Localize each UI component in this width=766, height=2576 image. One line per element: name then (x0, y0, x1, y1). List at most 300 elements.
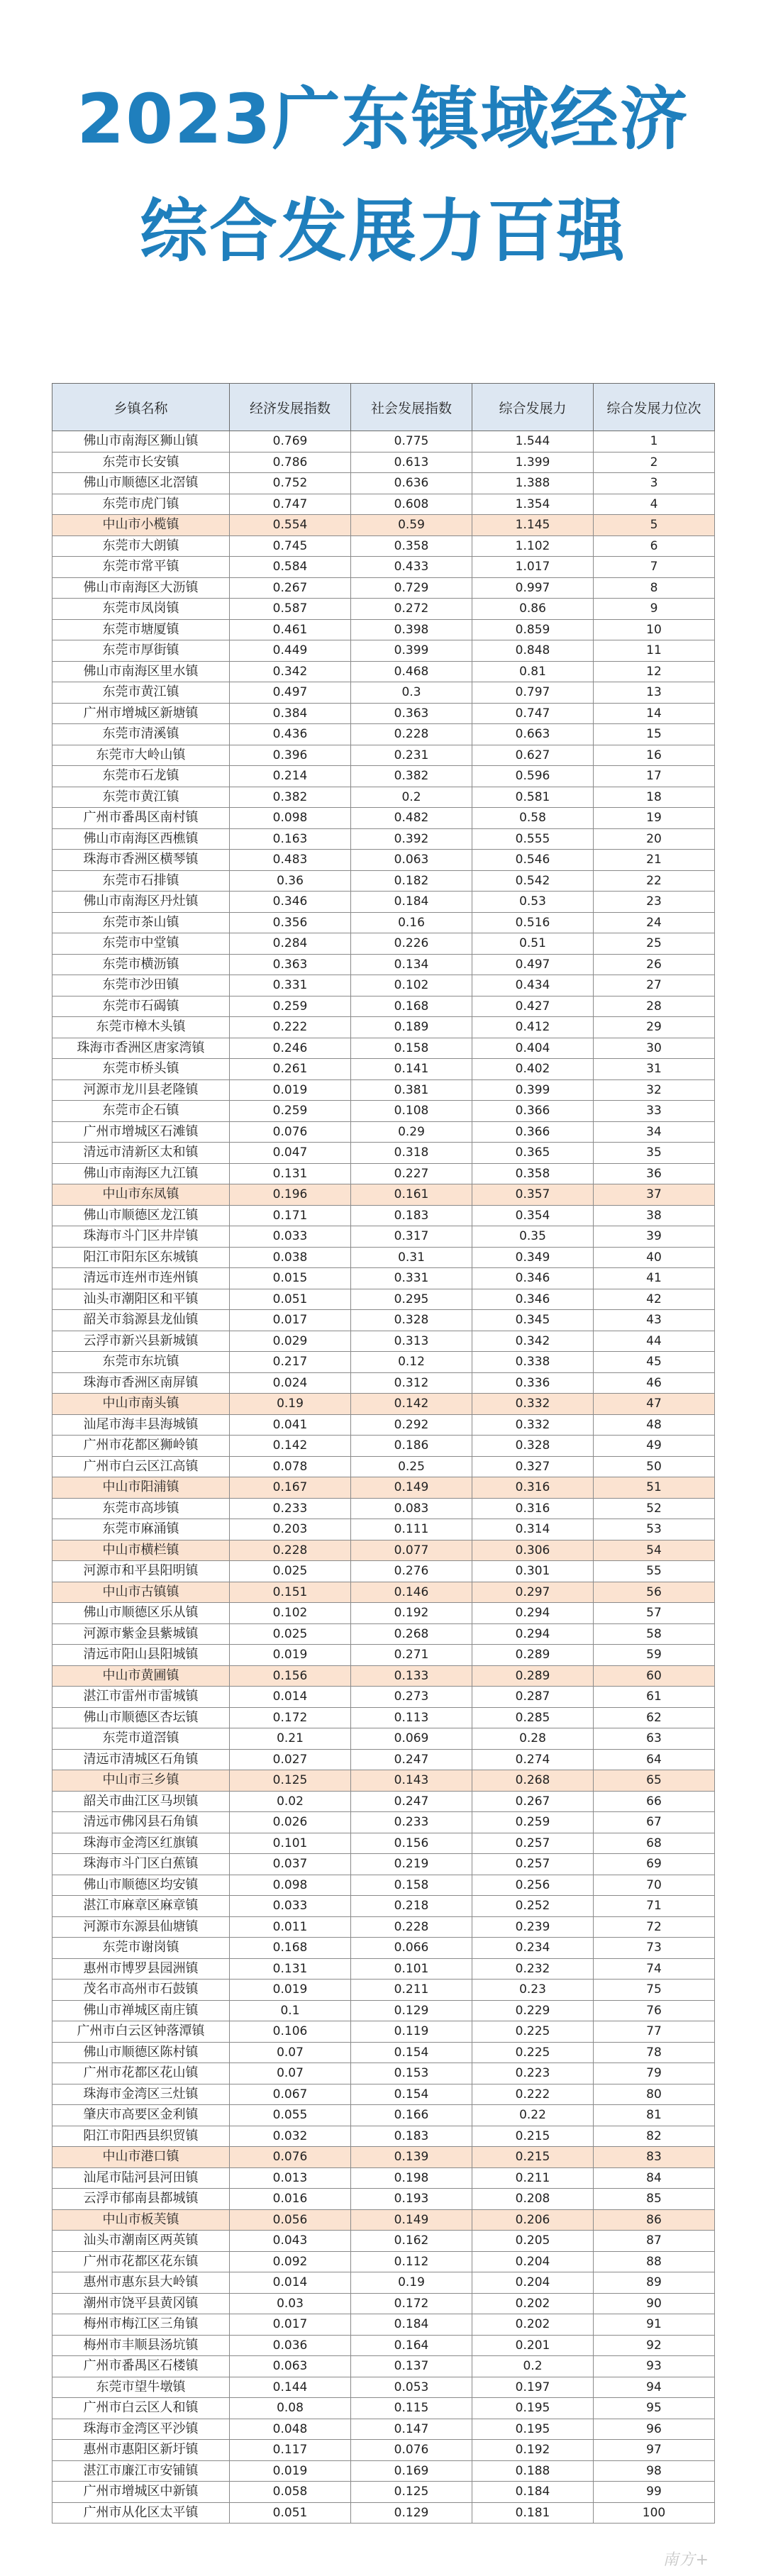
cell-social-index: 0.398 (351, 619, 472, 640)
cell-composite-score: 0.546 (472, 850, 594, 871)
table-row (52, 1184, 715, 1206)
cell-social-index: 0.313 (351, 1331, 472, 1352)
cell-composite-score: 0.542 (472, 870, 594, 892)
cell-economic-index: 0.497 (230, 682, 351, 704)
cell-economic-index: 0.047 (230, 1143, 351, 1164)
cell-social-index: 0.166 (351, 2105, 472, 2126)
cell-town-name: 佛山市南海区大沥镇 (52, 577, 230, 599)
cell-composite-score: 0.859 (472, 619, 594, 640)
cell-composite-score: 0.195 (472, 2419, 594, 2440)
cell-composite-rank: 35 (594, 1143, 715, 1164)
table-row (52, 515, 715, 536)
cell-social-index: 0.482 (351, 808, 472, 829)
cell-economic-index: 0.019 (230, 2460, 351, 2482)
cell-economic-index: 0.117 (230, 2440, 351, 2461)
cell-composite-rank: 32 (594, 1079, 715, 1101)
cell-town-name: 阳江市阳东区东城镇 (52, 1247, 230, 1268)
cell-composite-rank: 53 (594, 1519, 715, 1540)
cell-composite-score: 0.338 (472, 1352, 594, 1373)
cell-composite-rank: 74 (594, 1958, 715, 1980)
table-row (52, 1665, 715, 1687)
cell-composite-rank: 3 (594, 473, 715, 494)
cell-social-index: 0.218 (351, 1896, 472, 1917)
cell-composite-rank: 51 (594, 1477, 715, 1499)
cell-economic-index: 0.125 (230, 1770, 351, 1792)
cell-economic-index: 0.233 (230, 1498, 351, 1519)
cell-composite-rank: 28 (594, 996, 715, 1017)
table-row (52, 975, 715, 996)
cell-economic-index: 0.051 (230, 1289, 351, 1310)
table-row (52, 2377, 715, 2398)
table-row (52, 954, 715, 975)
table-row (52, 2084, 715, 2105)
cell-social-index: 0.613 (351, 452, 472, 473)
cell-economic-index: 0.284 (230, 933, 351, 955)
cell-town-name: 广州市花都区狮岭镇 (52, 1436, 230, 1457)
cell-town-name: 东莞市大朗镇 (52, 535, 230, 557)
cell-economic-index: 0.07 (230, 2063, 351, 2084)
cell-composite-score: 0.259 (472, 1812, 594, 1833)
cell-town-name: 中山市小榄镇 (52, 515, 230, 536)
table-row (52, 1728, 715, 1750)
cell-composite-rank: 37 (594, 1184, 715, 1206)
cell-economic-index: 0.769 (230, 431, 351, 453)
cell-composite-score: 0.232 (472, 1958, 594, 1980)
cell-composite-rank: 12 (594, 661, 715, 682)
cell-town-name: 清远市清新区太和镇 (52, 1143, 230, 1164)
cell-composite-rank: 85 (594, 2189, 715, 2210)
cell-composite-rank: 45 (594, 1352, 715, 1373)
cell-composite-score: 0.358 (472, 1163, 594, 1184)
cell-town-name: 佛山市顺德区龙江镇 (52, 1205, 230, 1226)
cell-town-name: 广州市花都区花山镇 (52, 2063, 230, 2084)
cell-economic-index: 0.346 (230, 892, 351, 913)
cell-composite-score: 0.208 (472, 2189, 594, 2210)
cell-social-index: 0.433 (351, 557, 472, 578)
table-row (52, 1352, 715, 1373)
cell-town-name: 东莞市茶山镇 (52, 912, 230, 933)
cell-economic-index: 0.078 (230, 1456, 351, 1477)
cell-town-name: 中山市板芙镇 (52, 2209, 230, 2231)
cell-social-index: 0.273 (351, 1687, 472, 1708)
cell-economic-index: 0.259 (230, 1101, 351, 1122)
cell-composite-score: 0.357 (472, 1184, 594, 1206)
cell-social-index: 0.158 (351, 1038, 472, 1059)
title-block (0, 0, 766, 383)
cell-composite-rank: 8 (594, 577, 715, 599)
cell-town-name: 中山市古镇镇 (52, 1582, 230, 1603)
cell-composite-score: 0.51 (472, 933, 594, 955)
table-body (52, 431, 715, 2524)
cell-composite-rank: 47 (594, 1394, 715, 1415)
cell-town-name: 河源市紫金县紫城镇 (52, 1623, 230, 1645)
cell-economic-index: 0.08 (230, 2398, 351, 2419)
cell-economic-index: 0.384 (230, 703, 351, 724)
cell-composite-rank: 83 (594, 2147, 715, 2168)
cell-town-name: 清远市阳山县阳城镇 (52, 1645, 230, 1666)
table-row (52, 850, 715, 871)
cell-composite-rank: 40 (594, 1247, 715, 1268)
cell-town-name: 汕头市潮阳区和平镇 (52, 1289, 230, 1310)
cell-composite-rank: 42 (594, 1289, 715, 1310)
cell-economic-index: 0.011 (230, 1916, 351, 1938)
cell-composite-rank: 19 (594, 808, 715, 829)
cell-composite-score: 0.349 (472, 1247, 594, 1268)
cell-composite-rank: 95 (594, 2398, 715, 2419)
cell-town-name: 东莞市黄江镇 (52, 682, 230, 704)
cell-composite-rank: 43 (594, 1310, 715, 1331)
cell-composite-score: 1.017 (472, 557, 594, 578)
cell-composite-score: 0.215 (472, 2126, 594, 2147)
cell-social-index: 0.183 (351, 2126, 472, 2147)
cell-composite-score: 0.294 (472, 1623, 594, 1645)
table-row (52, 2042, 715, 2063)
cell-economic-index: 0.745 (230, 535, 351, 557)
cell-social-index: 0.129 (351, 2000, 472, 2021)
table-row (52, 619, 715, 640)
cell-social-index: 0.12 (351, 1352, 472, 1373)
cell-composite-score: 0.797 (472, 682, 594, 704)
cell-town-name: 东莞市大岭山镇 (52, 745, 230, 766)
cell-economic-index: 0.214 (230, 766, 351, 787)
cell-social-index: 0.112 (351, 2251, 472, 2272)
cell-town-name: 清远市连州市连州镇 (52, 1268, 230, 1289)
cell-composite-rank: 90 (594, 2293, 715, 2314)
cell-economic-index: 0.382 (230, 787, 351, 808)
cell-composite-rank: 87 (594, 2231, 715, 2252)
cell-town-name: 东莞市虎门镇 (52, 494, 230, 515)
cell-composite-rank: 65 (594, 1770, 715, 1792)
cell-social-index: 0.133 (351, 1665, 472, 1687)
cell-composite-rank: 33 (594, 1101, 715, 1122)
table-row (52, 2189, 715, 2210)
table-row (52, 766, 715, 787)
cell-economic-index: 0.36 (230, 870, 351, 892)
cell-economic-index: 0.587 (230, 599, 351, 620)
table-row (52, 1958, 715, 1980)
cell-social-index: 0.154 (351, 2042, 472, 2063)
cell-economic-index: 0.396 (230, 745, 351, 766)
cell-town-name: 湛江市廉江市安铺镇 (52, 2460, 230, 2482)
cell-social-index: 0.186 (351, 1436, 472, 1457)
table-row (52, 1226, 715, 1248)
cell-composite-score: 0.289 (472, 1645, 594, 1666)
table-row (52, 1603, 715, 1624)
cell-town-name: 东莞市常平镇 (52, 557, 230, 578)
cell-social-index: 0.184 (351, 2314, 472, 2336)
cell-economic-index: 0.051 (230, 2502, 351, 2524)
cell-composite-score: 0.285 (472, 1707, 594, 1728)
cell-town-name: 珠海市金湾区平沙镇 (52, 2419, 230, 2440)
cell-economic-index: 0.106 (230, 2021, 351, 2043)
cell-composite-score: 0.53 (472, 892, 594, 913)
cell-social-index: 0.108 (351, 1101, 472, 1122)
table-row (52, 1582, 715, 1603)
cell-economic-index: 0.163 (230, 828, 351, 850)
cell-economic-index: 0.144 (230, 2377, 351, 2398)
cell-social-index: 0.268 (351, 1623, 472, 1645)
cell-composite-score: 0.345 (472, 1310, 594, 1331)
cell-composite-rank: 50 (594, 1456, 715, 1477)
cell-social-index: 0.111 (351, 1519, 472, 1540)
cell-composite-rank: 89 (594, 2272, 715, 2294)
cell-town-name: 中山市港口镇 (52, 2147, 230, 2168)
cell-town-name: 汕头市潮南区两英镇 (52, 2231, 230, 2252)
cell-social-index: 0.083 (351, 1498, 472, 1519)
cell-composite-score: 0.399 (472, 1079, 594, 1101)
cell-town-name: 汕尾市海丰县海城镇 (52, 1414, 230, 1436)
cell-composite-score: 0.497 (472, 954, 594, 975)
cell-social-index: 0.193 (351, 2189, 472, 2210)
cell-town-name: 东莞市樟木头镇 (52, 1017, 230, 1038)
cell-social-index: 0.317 (351, 1226, 472, 1248)
cell-composite-score: 0.28 (472, 1728, 594, 1750)
cell-town-name: 东莞市清溪镇 (52, 724, 230, 745)
cell-town-name: 清远市清城区石角镇 (52, 1749, 230, 1770)
cell-social-index: 0.182 (351, 870, 472, 892)
table-row (52, 1980, 715, 2001)
cell-composite-rank: 88 (594, 2251, 715, 2272)
cell-social-index: 0.363 (351, 703, 472, 724)
cell-composite-rank: 91 (594, 2314, 715, 2336)
table-row (52, 2000, 715, 2021)
cell-social-index: 0.143 (351, 1770, 472, 1792)
cell-social-index: 0.211 (351, 1980, 472, 2001)
cell-composite-score: 0.225 (472, 2021, 594, 2043)
cell-social-index: 0.102 (351, 975, 472, 996)
cell-town-name: 佛山市顺德区均安镇 (52, 1875, 230, 1896)
cell-composite-rank: 66 (594, 1791, 715, 1812)
cell-composite-rank: 99 (594, 2482, 715, 2503)
cell-economic-index: 0.098 (230, 1875, 351, 1896)
cell-composite-score: 0.252 (472, 1896, 594, 1917)
cell-economic-index: 0.168 (230, 1938, 351, 1959)
cell-economic-index: 0.055 (230, 2105, 351, 2126)
cell-town-name: 东莞市中堂镇 (52, 933, 230, 955)
cell-social-index: 0.25 (351, 1456, 472, 1477)
cell-composite-rank: 70 (594, 1875, 715, 1896)
cell-composite-rank: 82 (594, 2126, 715, 2147)
cell-composite-rank: 55 (594, 1561, 715, 1582)
table-row (52, 933, 715, 955)
cell-economic-index: 0.1 (230, 2000, 351, 2021)
cell-town-name: 广州市增城区中新镇 (52, 2482, 230, 2503)
cell-economic-index: 0.026 (230, 1812, 351, 1833)
cell-town-name: 河源市龙川县老隆镇 (52, 1079, 230, 1101)
table-row (52, 599, 715, 620)
cell-economic-index: 0.019 (230, 1079, 351, 1101)
table-row (52, 1059, 715, 1080)
cell-economic-index: 0.752 (230, 473, 351, 494)
table-row (52, 2482, 715, 2503)
cell-town-name: 东莞市麻涌镇 (52, 1519, 230, 1540)
table-row (52, 1498, 715, 1519)
table-row (52, 2335, 715, 2356)
cell-social-index: 0.149 (351, 1477, 472, 1499)
cell-composite-score: 0.289 (472, 1665, 594, 1687)
table-row (52, 2251, 715, 2272)
cell-economic-index: 0.025 (230, 1561, 351, 1582)
cell-composite-rank: 11 (594, 640, 715, 662)
table-row (52, 1687, 715, 1708)
table-row (52, 2231, 715, 2252)
cell-social-index: 0.231 (351, 745, 472, 766)
cell-composite-score: 0.211 (472, 2167, 594, 2189)
cell-composite-score: 0.346 (472, 1268, 594, 1289)
cell-composite-score: 0.287 (472, 1687, 594, 1708)
cell-economic-index: 0.131 (230, 1163, 351, 1184)
cell-social-index: 0.271 (351, 1645, 472, 1666)
cell-social-index: 0.31 (351, 1247, 472, 1268)
cell-social-index: 0.292 (351, 1414, 472, 1436)
cell-economic-index: 0.067 (230, 2084, 351, 2105)
cell-composite-rank: 56 (594, 1582, 715, 1603)
cell-town-name: 湛江市雷州市雷城镇 (52, 1687, 230, 1708)
cell-composite-rank: 86 (594, 2209, 715, 2231)
table-row (52, 2356, 715, 2377)
cell-composite-rank: 29 (594, 1017, 715, 1038)
cell-social-index: 0.076 (351, 2440, 472, 2461)
cell-economic-index: 0.554 (230, 515, 351, 536)
cell-composite-score: 0.81 (472, 661, 594, 682)
cell-social-index: 0.189 (351, 1017, 472, 1038)
cell-economic-index: 0.131 (230, 1958, 351, 1980)
table-row (52, 745, 715, 766)
cell-town-name: 东莞市石碣镇 (52, 996, 230, 1017)
table-row (52, 703, 715, 724)
cell-composite-score: 0.202 (472, 2293, 594, 2314)
cell-social-index: 0.399 (351, 640, 472, 662)
table-row (52, 452, 715, 473)
table-row (52, 1519, 715, 1540)
cell-social-index: 0.381 (351, 1079, 472, 1101)
cell-town-name: 东莞市东坑镇 (52, 1352, 230, 1373)
table-row (52, 2419, 715, 2440)
cell-town-name: 佛山市南海区丹灶镇 (52, 892, 230, 913)
cell-town-name: 东莞市道滘镇 (52, 1728, 230, 1750)
cell-economic-index: 0.261 (230, 1059, 351, 1080)
table-row (52, 2314, 715, 2336)
cell-composite-rank: 31 (594, 1059, 715, 1080)
cell-town-name: 韶关市曲江区马坝镇 (52, 1791, 230, 1812)
cell-composite-score: 0.516 (472, 912, 594, 933)
cell-composite-rank: 23 (594, 892, 715, 913)
cell-composite-rank: 76 (594, 2000, 715, 2021)
cell-social-index: 0.115 (351, 2398, 472, 2419)
cell-composite-rank: 92 (594, 2335, 715, 2356)
cell-composite-rank: 1 (594, 431, 715, 453)
cell-composite-score: 0.22 (472, 2105, 594, 2126)
cell-social-index: 0.066 (351, 1938, 472, 1959)
cell-social-index: 0.272 (351, 599, 472, 620)
cell-town-name: 东莞市石排镇 (52, 870, 230, 892)
cell-composite-rank: 73 (594, 1938, 715, 1959)
cell-composite-rank: 38 (594, 1205, 715, 1226)
cell-composite-rank: 58 (594, 1623, 715, 1645)
cell-composite-score: 0.366 (472, 1101, 594, 1122)
table-row (52, 1854, 715, 1875)
cell-town-name: 中山市黄圃镇 (52, 1665, 230, 1687)
cell-composite-rank: 100 (594, 2502, 715, 2524)
cell-town-name: 东莞市企石镇 (52, 1101, 230, 1122)
cell-composite-score: 0.332 (472, 1414, 594, 1436)
cell-social-index: 0.328 (351, 1310, 472, 1331)
cell-composite-score: 0.314 (472, 1519, 594, 1540)
cell-town-name: 阳江市阳西县织贸镇 (52, 2126, 230, 2147)
cell-composite-score: 0.206 (472, 2209, 594, 2231)
cell-composite-rank: 79 (594, 2063, 715, 2084)
cell-composite-score: 0.188 (472, 2460, 594, 2482)
table-row (52, 1770, 715, 1792)
cell-composite-rank: 16 (594, 745, 715, 766)
cell-social-index: 0.183 (351, 1205, 472, 1226)
cell-social-index: 0.053 (351, 2377, 472, 2398)
cell-town-name: 河源市和平县阳明镇 (52, 1561, 230, 1582)
cell-composite-rank: 98 (594, 2460, 715, 2482)
cell-economic-index: 0.196 (230, 1184, 351, 1206)
cell-composite-score: 0.267 (472, 1791, 594, 1812)
cell-social-index: 0.164 (351, 2335, 472, 2356)
cell-town-name: 东莞市塘厦镇 (52, 619, 230, 640)
table-row (52, 1247, 715, 1268)
cell-economic-index: 0.027 (230, 1749, 351, 1770)
cell-town-name: 广州市增城区新塘镇 (52, 703, 230, 724)
cell-economic-index: 0.342 (230, 661, 351, 682)
table-row (52, 1038, 715, 1059)
table-row (52, 1707, 715, 1728)
table-row (52, 473, 715, 494)
cell-economic-index: 0.142 (230, 1436, 351, 1457)
cell-composite-score: 0.316 (472, 1477, 594, 1499)
table-row (52, 1561, 715, 1582)
cell-social-index: 0.318 (351, 1143, 472, 1164)
cell-economic-index: 0.747 (230, 494, 351, 515)
table-row (52, 1310, 715, 1331)
table-row (52, 661, 715, 682)
cell-composite-score: 1.102 (472, 535, 594, 557)
cell-composite-rank: 10 (594, 619, 715, 640)
cell-composite-rank: 80 (594, 2084, 715, 2105)
cell-composite-rank: 60 (594, 1665, 715, 1687)
cell-composite-score: 0.332 (472, 1394, 594, 1415)
table-row (52, 2147, 715, 2168)
cell-social-index: 0.147 (351, 2419, 472, 2440)
cell-social-index: 0.247 (351, 1791, 472, 1812)
cell-town-name: 广州市白云区人和镇 (52, 2398, 230, 2419)
cell-economic-index: 0.461 (230, 619, 351, 640)
cell-composite-score: 0.257 (472, 1854, 594, 1875)
cell-economic-index: 0.21 (230, 1728, 351, 1750)
cell-town-name: 东莞市厚街镇 (52, 640, 230, 662)
cell-composite-rank: 39 (594, 1226, 715, 1248)
cell-composite-rank: 13 (594, 682, 715, 704)
cell-social-index: 0.2 (351, 787, 472, 808)
cell-composite-score: 0.434 (472, 975, 594, 996)
cell-social-index: 0.146 (351, 1582, 472, 1603)
cell-composite-rank: 5 (594, 515, 715, 536)
cell-economic-index: 0.041 (230, 1414, 351, 1436)
cell-composite-rank: 22 (594, 870, 715, 892)
cell-economic-index: 0.098 (230, 808, 351, 829)
cell-economic-index: 0.267 (230, 577, 351, 599)
table-row (52, 1101, 715, 1122)
cell-social-index: 0.228 (351, 1916, 472, 1938)
cell-composite-score: 0.204 (472, 2251, 594, 2272)
cell-town-name: 云浮市新兴县新城镇 (52, 1331, 230, 1352)
cell-town-name: 佛山市南海区九江镇 (52, 1163, 230, 1184)
cell-composite-score: 1.544 (472, 431, 594, 453)
cell-economic-index: 0.014 (230, 2272, 351, 2294)
